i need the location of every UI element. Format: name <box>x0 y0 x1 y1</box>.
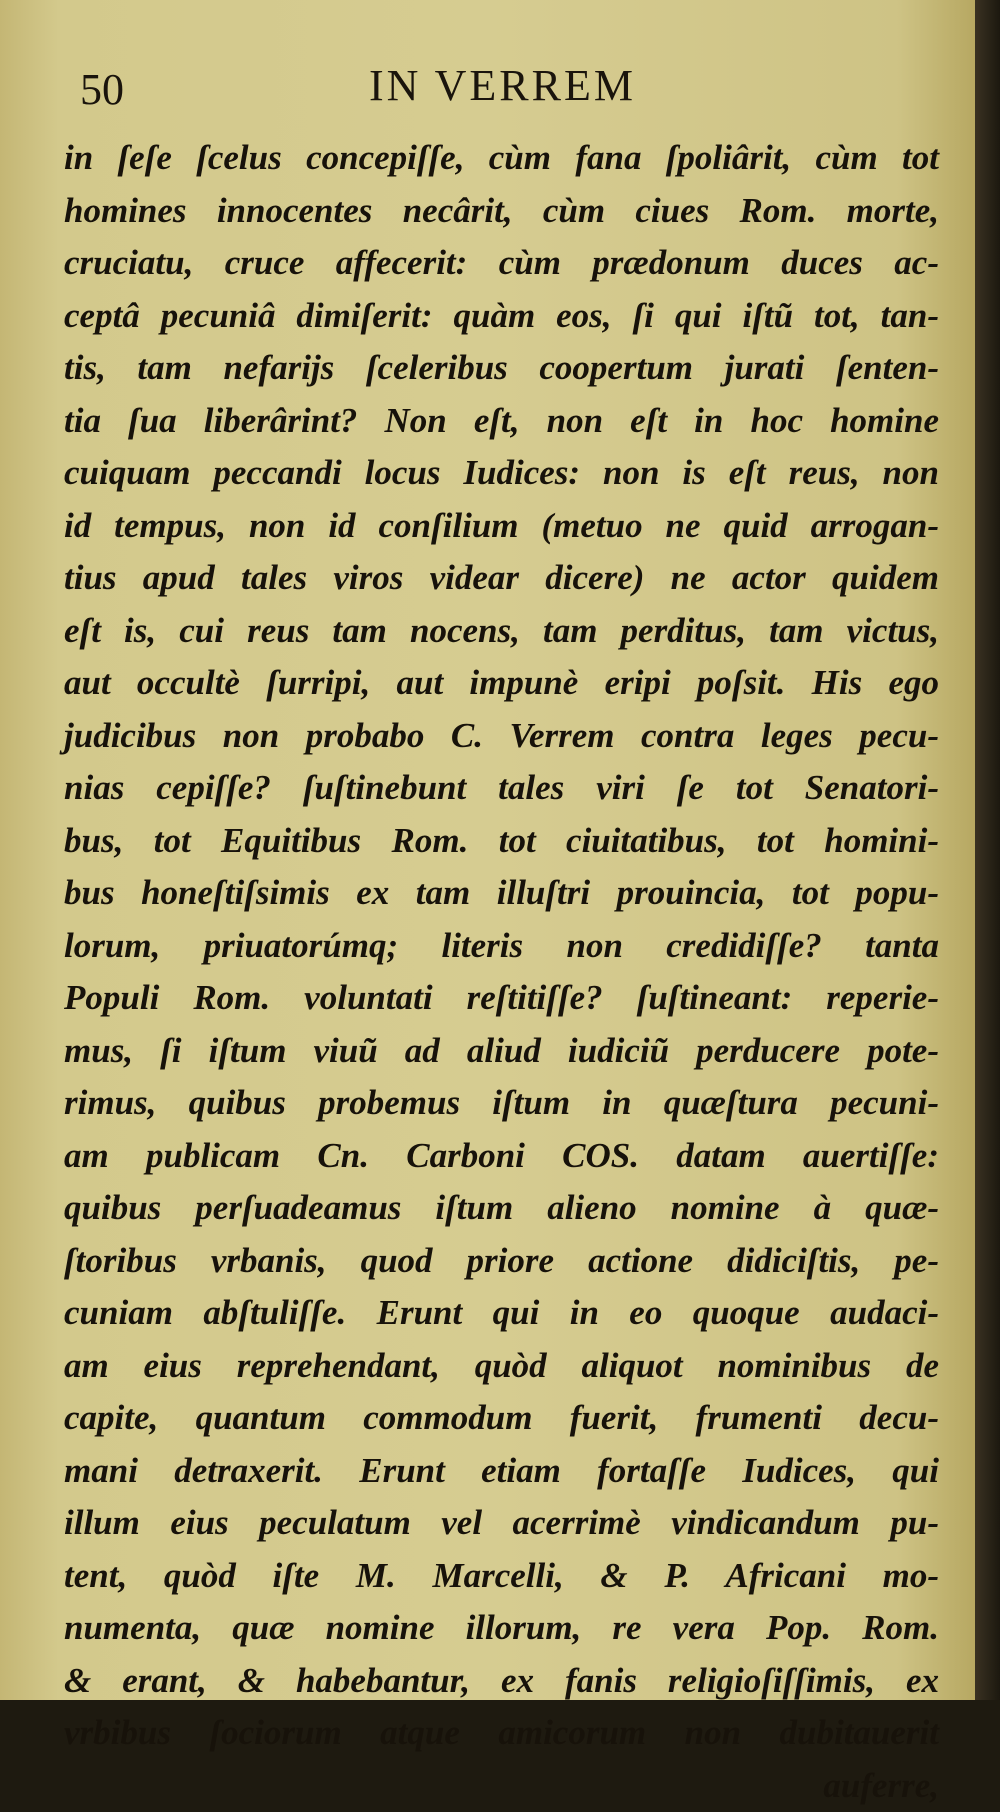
running-head: IN VERREM <box>0 60 975 111</box>
text-line: ceptâ pecuniâ dimiſerit: quàm eos, ſi qui iſtũ tot, tan- <box>64 290 939 343</box>
text-body <box>64 132 939 1812</box>
text-line: in ſeſe ſcelus concepiſſe, cùm fana ſpoliârit, cùm tot <box>64 132 939 185</box>
text-line: bus, tot Equitibus Rom. tot ciuitatibus, tot homini- <box>64 815 939 868</box>
text-line: cuiquam peccandi locus Iudices: non is eſt reus, non <box>64 447 939 500</box>
text-line: ſtoribus vrbanis, quod priore actione didiciſtis, pe- <box>64 1235 939 1288</box>
text-line: capite, quantum commodum fuerit, frumenti decu- <box>64 1392 939 1445</box>
text-line: tent, quòd iſte M. Marcelli, & P. Africani mo- <box>64 1550 939 1603</box>
text-line: cuniam abſtuliſſe. Erunt qui in eo quoque audaci- <box>64 1287 939 1340</box>
page-number: 50 <box>80 64 124 115</box>
text-line: bus honeſtiſsimis ex tam illuſtri prouincia, tot popu- <box>64 867 939 920</box>
text-line: homines innocentes necârit, cùm ciues Rom. morte, <box>64 185 939 238</box>
catchword: auferre, <box>64 1760 939 1812</box>
text-line: mani detraxerit. Erunt etiam fortaſſe Iudices, qui <box>64 1445 939 1498</box>
text-line: aut occultè ſurripi, aut impunè eripi poſsit. His ego <box>64 657 939 710</box>
book-edge-shadow <box>975 0 1000 1700</box>
text-line: quibus perſuadeamus iſtum alieno nomine à quæ- <box>64 1182 939 1235</box>
text-line: eſt is, cui reus tam nocens, tam perditus, tam victus, <box>64 605 939 658</box>
text-line: Populi Rom. voluntati reſtitiſſe? ſuſtineant: reperie- <box>64 972 939 1025</box>
text-line: illum eius peculatum vel acerrimè vindicandum pu- <box>64 1497 939 1550</box>
text-line: mus, ſi iſtum viuũ ad aliud iudiciũ perducere pote- <box>64 1025 939 1078</box>
text-line: & erant, & habebantur, ex fanis religioſiſſimis, ex <box>64 1655 939 1708</box>
text-line: tia ſua liberârint? Non eſt, non eſt in hoc homine <box>64 395 939 448</box>
text-line: judicibus non probabo C. Verrem contra leges pecu- <box>64 710 939 763</box>
text-line: numenta, quæ nomine illorum, re vera Pop. Rom. <box>64 1602 939 1655</box>
text-line: am eius reprehendant, quòd aliquot nominibus de <box>64 1340 939 1393</box>
text-line: vrbibus ſociorum atque amicorum non dubitauerit <box>64 1707 939 1760</box>
text-line: tis, tam nefarijs ſceleribus coopertum jurati ſenten- <box>64 342 939 395</box>
text-line: tius apud tales viros videar dicere) ne actor quidem <box>64 552 939 605</box>
text-line: am publicam Cn. Carboni COS. datam auertiſſe: <box>64 1130 939 1183</box>
text-line: nias cepiſſe? ſuſtinebunt tales viri ſe tot Senatori- <box>64 762 939 815</box>
text-line: cruciatu, cruce affecerit: cùm prædonum duces ac- <box>64 237 939 290</box>
text-line: lorum, priuatorúmq; literis non credidiſſe? tanta <box>64 920 939 973</box>
text-line: id tempus, non id conſilium (metuo ne quid arrogan- <box>64 500 939 553</box>
text-line: rimus, quibus probemus iſtum in quæſtura pecuni- <box>64 1077 939 1130</box>
page-header <box>0 58 975 118</box>
